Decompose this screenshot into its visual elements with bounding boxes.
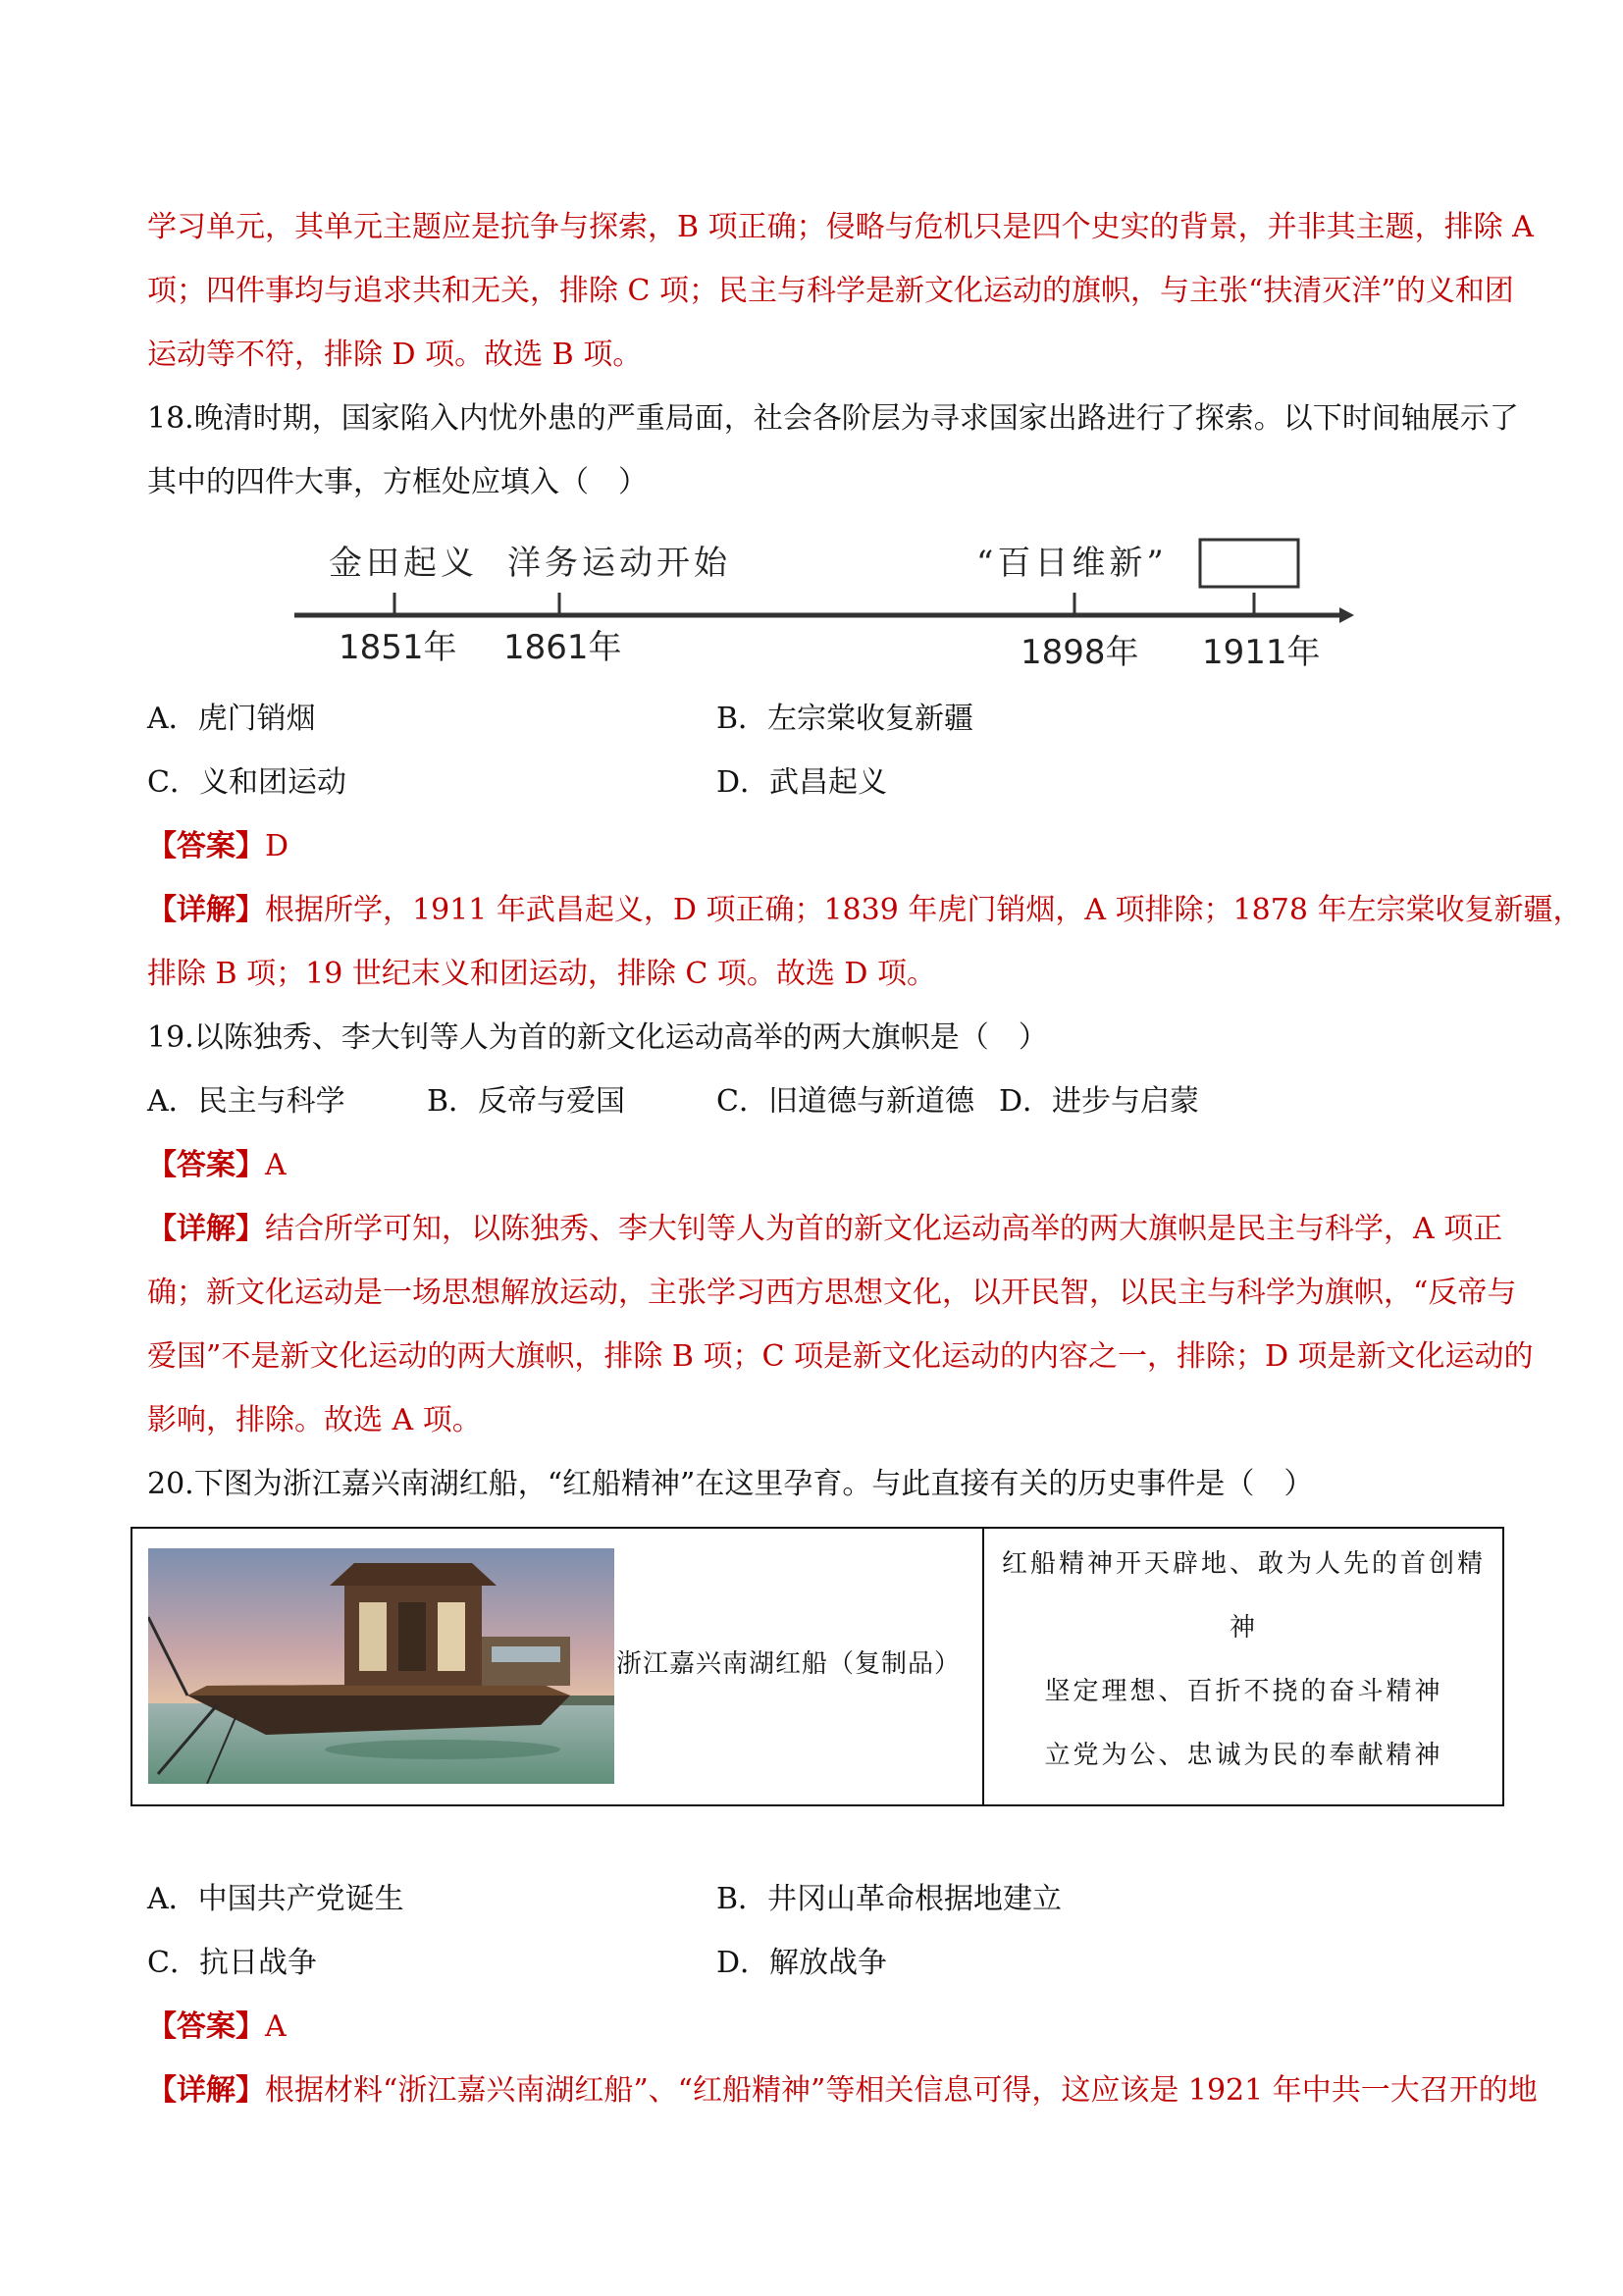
q19-answer (147, 1146, 1492, 1185)
explain-tag: 【详解】 (147, 893, 265, 927)
q19-explanation-line-3: 爱国”不是新文化运动的两大旗帜，排除 B 项；C 项是新文化运动的内容之一，排除；D 项是新文化运动的 (147, 1339, 1534, 1374)
blank-answer-box (1200, 540, 1298, 587)
q18-explanation-line-1 (147, 891, 1583, 930)
spirit-line-2: 神 (1229, 1613, 1258, 1643)
q19-option-d: D．进步与启蒙 (999, 1084, 1200, 1119)
q20-stem: 20.下图为浙江嘉兴南湖红船，“红船精神”在这里孕育。与此直接有关的历史事件是（ ） (147, 1467, 1314, 1501)
red-boat-image (148, 1548, 614, 1784)
timeline-event-jintian: 金田起义 (329, 544, 478, 583)
q18-option-d: D．武昌起义 (716, 765, 888, 800)
spirit-line-1: 红船精神开天辟地、敢为人先的首创精 (1001, 1549, 1486, 1579)
explanation-text: 根据材料“浙江嘉兴南湖红船”、“红船精神”等相关信息可得，这应该是 1921 年中共一大召开的地 (265, 2073, 1538, 2108)
timeline-event-yangwu: 洋务运动开始 (507, 544, 731, 583)
timeline-year-1861: 1861年 (503, 628, 622, 667)
explain-tag: 【详解】 (147, 1212, 265, 1246)
red-boat-photo (148, 1548, 614, 1784)
spirit-line-4: 立党为公、忠诚为民的奉献精神 (1044, 1741, 1443, 1770)
timeline-year-1911: 1911年 (1202, 633, 1321, 672)
q18-stem-line-1: 18.晚清时期，国家陷入内忧外患的严重局面，社会各阶层为寻求国家出路进行了探索。以下时间轴展示了 (147, 401, 1519, 436)
q20-material-table (131, 1527, 1504, 1806)
explanation-text: 结合所学可知，以陈独秀、李大钊等人为首的新文化运动高举的两大旗帜是民主与科学，A 项正 (265, 1212, 1503, 1246)
prev-explanation-line-3: 运动等不符，排除 D 项。故选 B 项。 (147, 338, 643, 372)
answer-value: A (265, 1148, 287, 1182)
q18-option-b: B．左宗棠收复新疆 (716, 702, 974, 736)
red-boat-caption: 浙江嘉兴南湖红船（复制品） (616, 1649, 962, 1679)
answer-tag: 【答案】 (147, 2009, 265, 2044)
spirit-line-3: 坚定理想、百折不挠的奋斗精神 (1044, 1677, 1443, 1706)
q19-stem: 19.以陈独秀、李大钊等人为首的新文化运动高举的两大旗帜是（ ） (147, 1020, 1048, 1055)
q18-stem-line-2: 其中的四件大事，方框处应填入（ ） (147, 465, 648, 499)
prev-explanation-line-2: 项；四件事均与追求共和无关，排除 C 项；民主与科学是新文化运动的旗帜，与主张“扶清灭洋”的义和团 (147, 274, 1514, 308)
q19-explanation-line-4: 影响，排除。故选 A 项。 (147, 1403, 482, 1437)
q19-option-b: B．反帝与爱国 (427, 1084, 626, 1119)
q20-option-a: A．中国共产党诞生 (147, 1882, 404, 1916)
table-divider (982, 1529, 984, 1804)
q19-explanation-line-2: 确；新文化运动是一场思想解放运动，主张学习西方思想文化，以开民智，以民主与科学为旗帜，“反帝与 (147, 1276, 1517, 1310)
q18-timeline (289, 530, 1354, 687)
answer-value: D (265, 829, 289, 863)
q20-option-b: B．井冈山革命根据地建立 (716, 1882, 1063, 1916)
q18-option-a: A．虎门销烟 (147, 702, 316, 736)
q19-option-a: A．民主与科学 (147, 1084, 345, 1119)
q20-explanation-line-1 (147, 2071, 1538, 2111)
q18-option-c: C．义和团运动 (147, 765, 346, 800)
answer-value: A (265, 2009, 287, 2044)
explanation-text: 根据所学，1911 年武昌起义，D 项正确；1839 年虎门销烟，A 项排除；1878 年左宗棠收复新疆， (265, 893, 1583, 927)
q20-answer (147, 2008, 1492, 2047)
answer-tag: 【答案】 (147, 1148, 265, 1182)
prev-explanation-line-1: 学习单元，其单元主题应是抗争与探索，B 项正确；侵略与危机只是四个史实的背景，并非其主题，排除 A (147, 210, 1534, 244)
explain-tag: 【详解】 (147, 2073, 265, 2108)
timeline-year-1851: 1851年 (339, 628, 457, 667)
timeline-year-1898: 1898年 (1021, 633, 1139, 672)
q20-option-d: D．解放战争 (716, 1946, 888, 1980)
q18-answer (147, 827, 1492, 866)
q19-explanation-line-1 (147, 1210, 1503, 1249)
q18-explanation-line-2: 排除 B 项；19 世纪末义和团运动，排除 C 项。故选 D 项。 (147, 957, 936, 991)
answer-tag: 【答案】 (147, 829, 265, 863)
timeline-event-bairi: “百日维新” (976, 544, 1168, 583)
q19-option-c: C．旧道德与新道德 (716, 1084, 974, 1119)
q20-option-c: C．抗日战争 (147, 1946, 317, 1980)
